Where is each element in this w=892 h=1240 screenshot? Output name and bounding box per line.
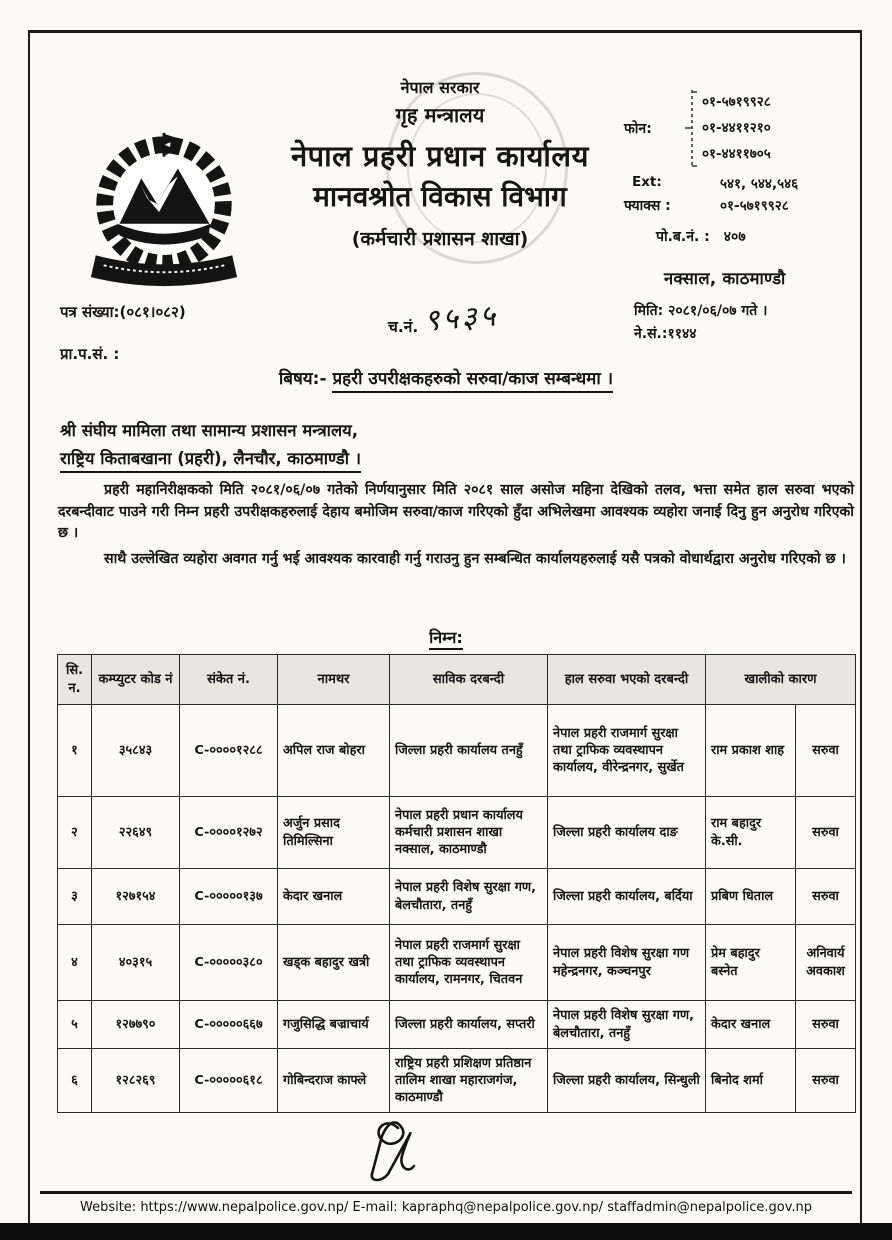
contact-block bbox=[624, 86, 862, 343]
cell-sn: ५ bbox=[58, 1001, 92, 1049]
table-row bbox=[58, 797, 856, 869]
cell-name: खड्क बहादुर खत्री bbox=[278, 925, 390, 1001]
letter-body bbox=[58, 480, 854, 574]
table-row bbox=[58, 925, 856, 1001]
cell-name: गोबिन्दराज काफ्ले bbox=[278, 1049, 390, 1113]
department-title: मानवश्रोत विकास विभाग bbox=[313, 180, 567, 213]
subject-text: प्रहरी उपरीक्षकहरुको सरुवा/काज सम्बन्धमा । bbox=[332, 369, 613, 393]
footer-website: Website: https://www.nepalpolice.gov.np/ E-mail: kapraphq@nepalpolice.gov.np/ staffadmin@nepalpolice.gov.np bbox=[79, 1200, 813, 1215]
cell-reason: अनिवार्य अवकाश bbox=[796, 925, 856, 1001]
body-paragraph-2: साथै उल्लेखित व्यहोरा अवगत गर्नु भई आवश्यक कारवाही गर्नु गराउनु हुन सम्बन्धित कार्यालयहरुलाई यसै पत्रको वोधार्थद्वारा अनुरोध गरिएको छ । bbox=[104, 550, 846, 567]
addressee-line-1: श्री संघीय मामिला तथा सामान्य प्रशासन मन्त्रालय, bbox=[60, 421, 358, 440]
cell-symbol: C-००००१२७२ bbox=[180, 797, 278, 869]
table-caption: निम्न: bbox=[0, 626, 892, 648]
cell-name: अपिल राज बोहरा bbox=[278, 705, 390, 797]
cell-previous-post: जिल्ला प्रहरी कार्यालय, सप्तरी bbox=[390, 1001, 548, 1049]
office-address: नक्साल, काठमाण्डौ bbox=[664, 269, 786, 288]
cell-reason: सरुवा bbox=[796, 797, 856, 869]
footer-divider bbox=[40, 1191, 852, 1194]
header-new-post: हाल सरुवा भएको दरबन्दी bbox=[548, 655, 706, 705]
cell-new-post: जिल्ला प्रहरी कार्यालय दाङ bbox=[548, 797, 706, 869]
cell-name: अर्जुन प्रसाद तिमिल्सिना bbox=[278, 797, 390, 869]
table-header-row bbox=[58, 655, 856, 705]
header-computer-code: कम्प्युटर कोड नं bbox=[92, 655, 180, 705]
cell-new-post: जिल्ला प्रहरी कार्यालय, सिन्धुली bbox=[548, 1049, 706, 1113]
cell-symbol: C-०००००३८० bbox=[180, 925, 278, 1001]
cell-vacancy-name: राम प्रकाश शाह bbox=[706, 705, 796, 797]
cell-name: केदार खनाल bbox=[278, 869, 390, 925]
ministry-title: गृह मन्त्रालय bbox=[395, 103, 485, 127]
cell-code: १२८२६९ bbox=[92, 1049, 180, 1113]
cell-symbol: C-०००००१३७ bbox=[180, 869, 278, 925]
cell-reason: सरुवा bbox=[796, 869, 856, 925]
fax-value: ०१-५७१९९२८ bbox=[720, 198, 789, 214]
cell-new-post: नेपाल प्रहरी विशेष सुरक्षा गण महेन्द्रनगर, कञ्चनपुर bbox=[548, 925, 706, 1001]
letter-date: मिति: २०८१/०६/०७ गते । bbox=[634, 303, 768, 319]
cell-vacancy-name: प्रेम बहादुर बस्नेत bbox=[706, 925, 796, 1001]
dispatch-number-handwritten: ९५३५ bbox=[422, 298, 500, 339]
ext-value: ५४१, ५४४,५४६ bbox=[720, 176, 799, 192]
phone-number: ०१-४४११२१० bbox=[702, 120, 771, 136]
ext-label: Ext: bbox=[632, 174, 662, 190]
fax-label: फ्याक्स : bbox=[624, 198, 671, 214]
table-row bbox=[58, 869, 856, 925]
cell-code: १२७७९० bbox=[92, 1001, 180, 1049]
header-sn: सि. न. bbox=[58, 655, 92, 705]
cell-previous-post: राष्ट्रिय प्रहरी प्रशिक्षण प्रतिष्ठान तालिम शाखा महाराजगंज, काठमाण्डौ bbox=[390, 1049, 548, 1113]
pra-pa-san-label: प्रा.प.सं. : bbox=[60, 345, 120, 363]
cell-code: ४०३१५ bbox=[92, 925, 180, 1001]
cell-vacancy-name: केदार खनाल bbox=[706, 1001, 796, 1049]
cell-previous-post: नेपाल प्रहरी विशेष सुरक्षा गण, बेलचौतारा, तनहुँ bbox=[390, 869, 548, 925]
header-vacancy-reason: खालीको कारण bbox=[706, 655, 856, 705]
addressee-line-2: राष्ट्रिय किताबखाना (प्रहरी), लैनचौर, काठमाण्डौ । bbox=[60, 446, 361, 473]
cell-reason: सरुवा bbox=[796, 1001, 856, 1049]
pobox-label: पो.ब.नं. : bbox=[656, 229, 710, 245]
cell-sn: ३ bbox=[58, 869, 92, 925]
phone-number: ०१-५७१९९२८ bbox=[702, 94, 771, 110]
cell-vacancy-name: प्रबिण धिताल bbox=[706, 869, 796, 925]
cell-sn: ६ bbox=[58, 1049, 92, 1113]
cell-new-post: नेपाल प्रहरी विशेष सुरक्षा गण, बेलचौतारा, तनहुँ bbox=[548, 1001, 706, 1049]
bottom-scan-bar bbox=[0, 1223, 892, 1240]
cell-new-post: नेपाल प्रहरी राजमार्ग सुरक्षा तथा ट्राफिक व्यवस्थापन कार्यालय, वीरेन्द्रनगर, सुर्खेत bbox=[548, 705, 706, 797]
subject-line bbox=[0, 366, 892, 389]
cell-code: २२६४९ bbox=[92, 797, 180, 869]
dispatch-number-label: च.नं. bbox=[388, 318, 419, 336]
table-row bbox=[58, 1001, 856, 1049]
phone-number: ०१-४४११७०५ bbox=[702, 146, 771, 162]
table-row bbox=[58, 705, 856, 797]
government-title: नेपाल सरकार bbox=[400, 78, 480, 97]
cell-code: १२७१५४ bbox=[92, 869, 180, 925]
cell-vacancy-name: राम बहादुर के.सी. bbox=[706, 797, 796, 869]
dispatch-number bbox=[388, 300, 498, 341]
cell-previous-post: नेपाल प्रहरी राजमार्ग सुरक्षा तथा ट्राफिक व्यवस्थापन कार्यालय, रामनगर, चितवन bbox=[390, 925, 548, 1001]
office-title: नेपाल प्रहरी प्रधान कार्यालय bbox=[291, 139, 589, 173]
cell-sn: २ bbox=[58, 797, 92, 869]
cell-reason: सरुवा bbox=[796, 705, 856, 797]
signature-scribble bbox=[352, 1112, 448, 1192]
letterhead bbox=[205, 76, 675, 251]
phone-label: फोन: bbox=[624, 120, 652, 137]
cell-vacancy-name: बिनोद शर्मा bbox=[706, 1049, 796, 1113]
body-paragraph-1: प्रहरी महानिरीक्षकको मिति २०८१/०६/०७ गतेको निर्णयानुसार मिति २०८१ साल असोज महिना देखिको तलव, भत्ता समेत हाल सरुवा भएको दरबन्दीवाट पाउने गरी निम्न प्रहरी उपरीक्षकहरुलाई देहाय बमोजिम सरुवा/काज गरिएको हुँदा अभिलेखमा आवश्यक व्यहोरा जनाई दिनु हुन अनुरोध गरिएको छ । bbox=[58, 482, 854, 542]
scan-border-top bbox=[28, 30, 862, 33]
transfer-table bbox=[57, 654, 856, 1113]
header-symbol-no: संकेत नं. bbox=[180, 655, 278, 705]
phone-brace bbox=[684, 86, 698, 170]
branch-subtitle: (कर्मचारी प्रशासन शाखा) bbox=[351, 228, 529, 250]
subject-label: बिषय:- bbox=[278, 369, 327, 389]
table-row bbox=[58, 1049, 856, 1113]
cell-code: ३५८४३ bbox=[92, 705, 180, 797]
cell-symbol: C-०००००६१८ bbox=[180, 1049, 278, 1113]
cell-sn: १ bbox=[58, 705, 92, 797]
letter-number: पत्र संख्या:(०८१।०८२) bbox=[60, 303, 186, 321]
cell-symbol: C-००००१२८८ bbox=[180, 705, 278, 797]
cell-symbol: C-०००००६६७ bbox=[180, 1001, 278, 1049]
pobox-value: ४०७ bbox=[723, 229, 746, 245]
cell-previous-post: जिल्ला प्रहरी कार्यालय तनहुँ bbox=[390, 705, 548, 797]
header-name: नामथर bbox=[278, 655, 390, 705]
cell-previous-post: नेपाल प्रहरी प्रधान कार्यालय कर्मचारी प्रशासन शाखा नक्साल, काठमाण्डौ bbox=[390, 797, 548, 869]
cell-sn: ४ bbox=[58, 925, 92, 1001]
cell-name: गजुसिद्धि बज्राचार्य bbox=[278, 1001, 390, 1049]
cell-new-post: जिल्ला प्रहरी कार्यालय, बर्दिया bbox=[548, 869, 706, 925]
serial-number: ने.सं.:११४४ bbox=[634, 326, 697, 342]
cell-reason: सरुवा bbox=[796, 1049, 856, 1113]
header-previous-post: साविक दरबन्दी bbox=[390, 655, 548, 705]
